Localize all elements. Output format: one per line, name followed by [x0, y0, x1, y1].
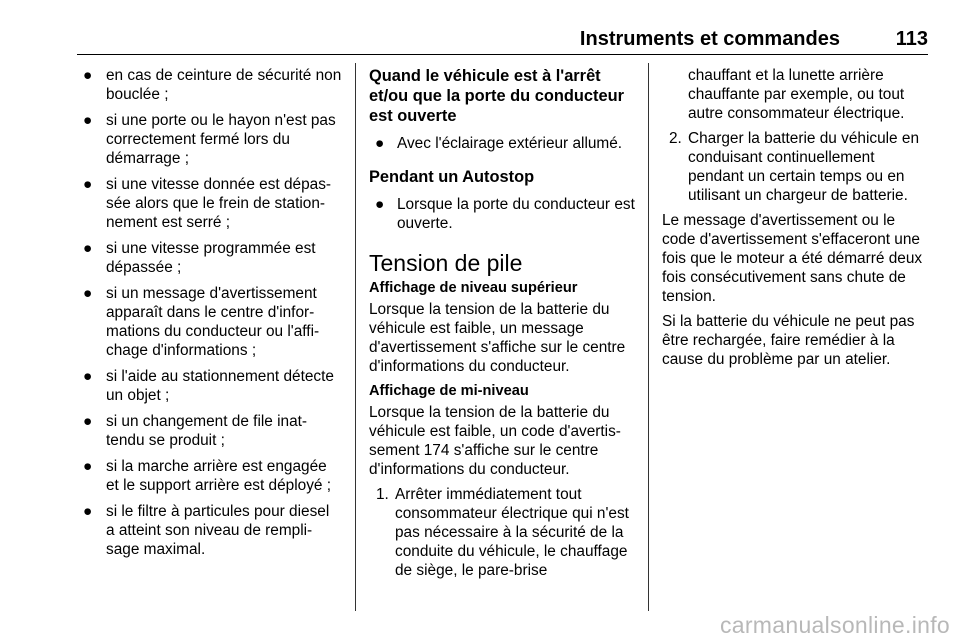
bullet-icon: ● [83, 458, 93, 475]
page-title: Instruments et commandes [579, 28, 840, 50]
bullet-icon: ● [83, 368, 93, 385]
bullet-icon: ● [83, 413, 93, 430]
column-divider-2 [648, 63, 649, 611]
paragraph: Lorsque la tension de la batterie du véhicule est faible, un message d'avertissement s'affiche sur le centre d'informations du conducteur. [369, 301, 626, 375]
heading-autostop: Pendant un Autostop [369, 168, 535, 186]
subheading-upper-level: Affichage de niveau supérieur [369, 280, 578, 296]
step-number: 2. [669, 130, 682, 147]
bullet-icon: ● [83, 285, 93, 302]
list-item: ● si l'aide au stationnement détecte un objet ; [83, 368, 334, 404]
step-number: 1. [376, 486, 389, 503]
list-item: ● en cas de ceinture de sécurité non bouclée ; [83, 67, 342, 103]
page-number: 113 [895, 28, 928, 50]
list-item: ● si un changement de file inat- tendu se produit ; [83, 413, 308, 449]
page-header [77, 26, 928, 52]
column-divider-1 [355, 63, 356, 611]
heading-vehicle-stopped: Quand le véhicule est à l'arrêt et/ou que la porte du conducteur est ouverte [369, 67, 624, 125]
bullet-icon: ● [83, 176, 93, 193]
paragraph: Lorsque la tension de la batterie du véhicule est faible, un code d'avertis- sement 174 s'affiche sur le centre d'informations du conducteur. [369, 404, 621, 478]
paragraph: Le message d'avertissement ou le code d'avertissement s'effaceront une fois que le moteur a été démarré deux fois consécutivement sans chute de tension. [662, 212, 923, 305]
list-item: ● Lorsque la porte du conducteur est ouverte. [375, 196, 635, 232]
section-title: Tension de pile [369, 250, 523, 276]
bullet-icon: ● [375, 135, 385, 152]
bullet-icon: ● [83, 112, 93, 129]
list-item: ● si un message d'avertissement apparaît dans le centre d'infor- mations du conducteur ou l'affi- chage d'informations ; [83, 285, 320, 359]
list-item: ● Avec l'éclairage extérieur allumé. [375, 135, 623, 152]
header-rule [77, 54, 928, 55]
subheading-mid-level: Affichage de mi-niveau [369, 383, 529, 399]
column-3 [662, 66, 932, 375]
list-item: ● si une porte ou le hayon n'est pas correctement fermé lors du démarrage ; [83, 112, 336, 167]
column-1 [80, 66, 342, 566]
bullet-icon: ● [83, 503, 93, 520]
bullet-icon: ● [83, 67, 93, 84]
watermark: carmanualsonline.info [719, 612, 950, 638]
list-item: ● si une vitesse programmée est dépassée ; [83, 240, 316, 276]
column-2 [369, 66, 639, 586]
bullet-icon: ● [83, 240, 93, 257]
numbered-step: 1. Arrêter immédiatement tout consommateur électrique qui n'est pas nécessaire à la sécurité de la conduite du véhicule, le chauffage de siège, le pare-brise [376, 486, 629, 579]
list-item: ● si une vitesse donnée est dépas- sée alors que le frein de station- nement est serré ; [83, 176, 332, 231]
numbered-step-continued: chauffant et la lunette arrière chauffante par exemple, ou tout autre consommateur électrique. [688, 67, 905, 122]
numbered-step: 2. Charger la batterie du véhicule en conduisant continuellement pendant un certain temps ou en utilisant un chargeur de batterie. [669, 130, 920, 204]
list-item: ● si la marche arrière est engagée et le support arrière est déployé ; [83, 458, 331, 494]
bullet-icon: ● [375, 196, 385, 213]
list-item: ● si le filtre à particules pour diesel a atteint son niveau de rempli- sage maximal. [83, 503, 330, 558]
paragraph: Si la batterie du véhicule ne peut pas être rechargée, faire remédier à la cause du problème par un atelier. [662, 313, 915, 368]
